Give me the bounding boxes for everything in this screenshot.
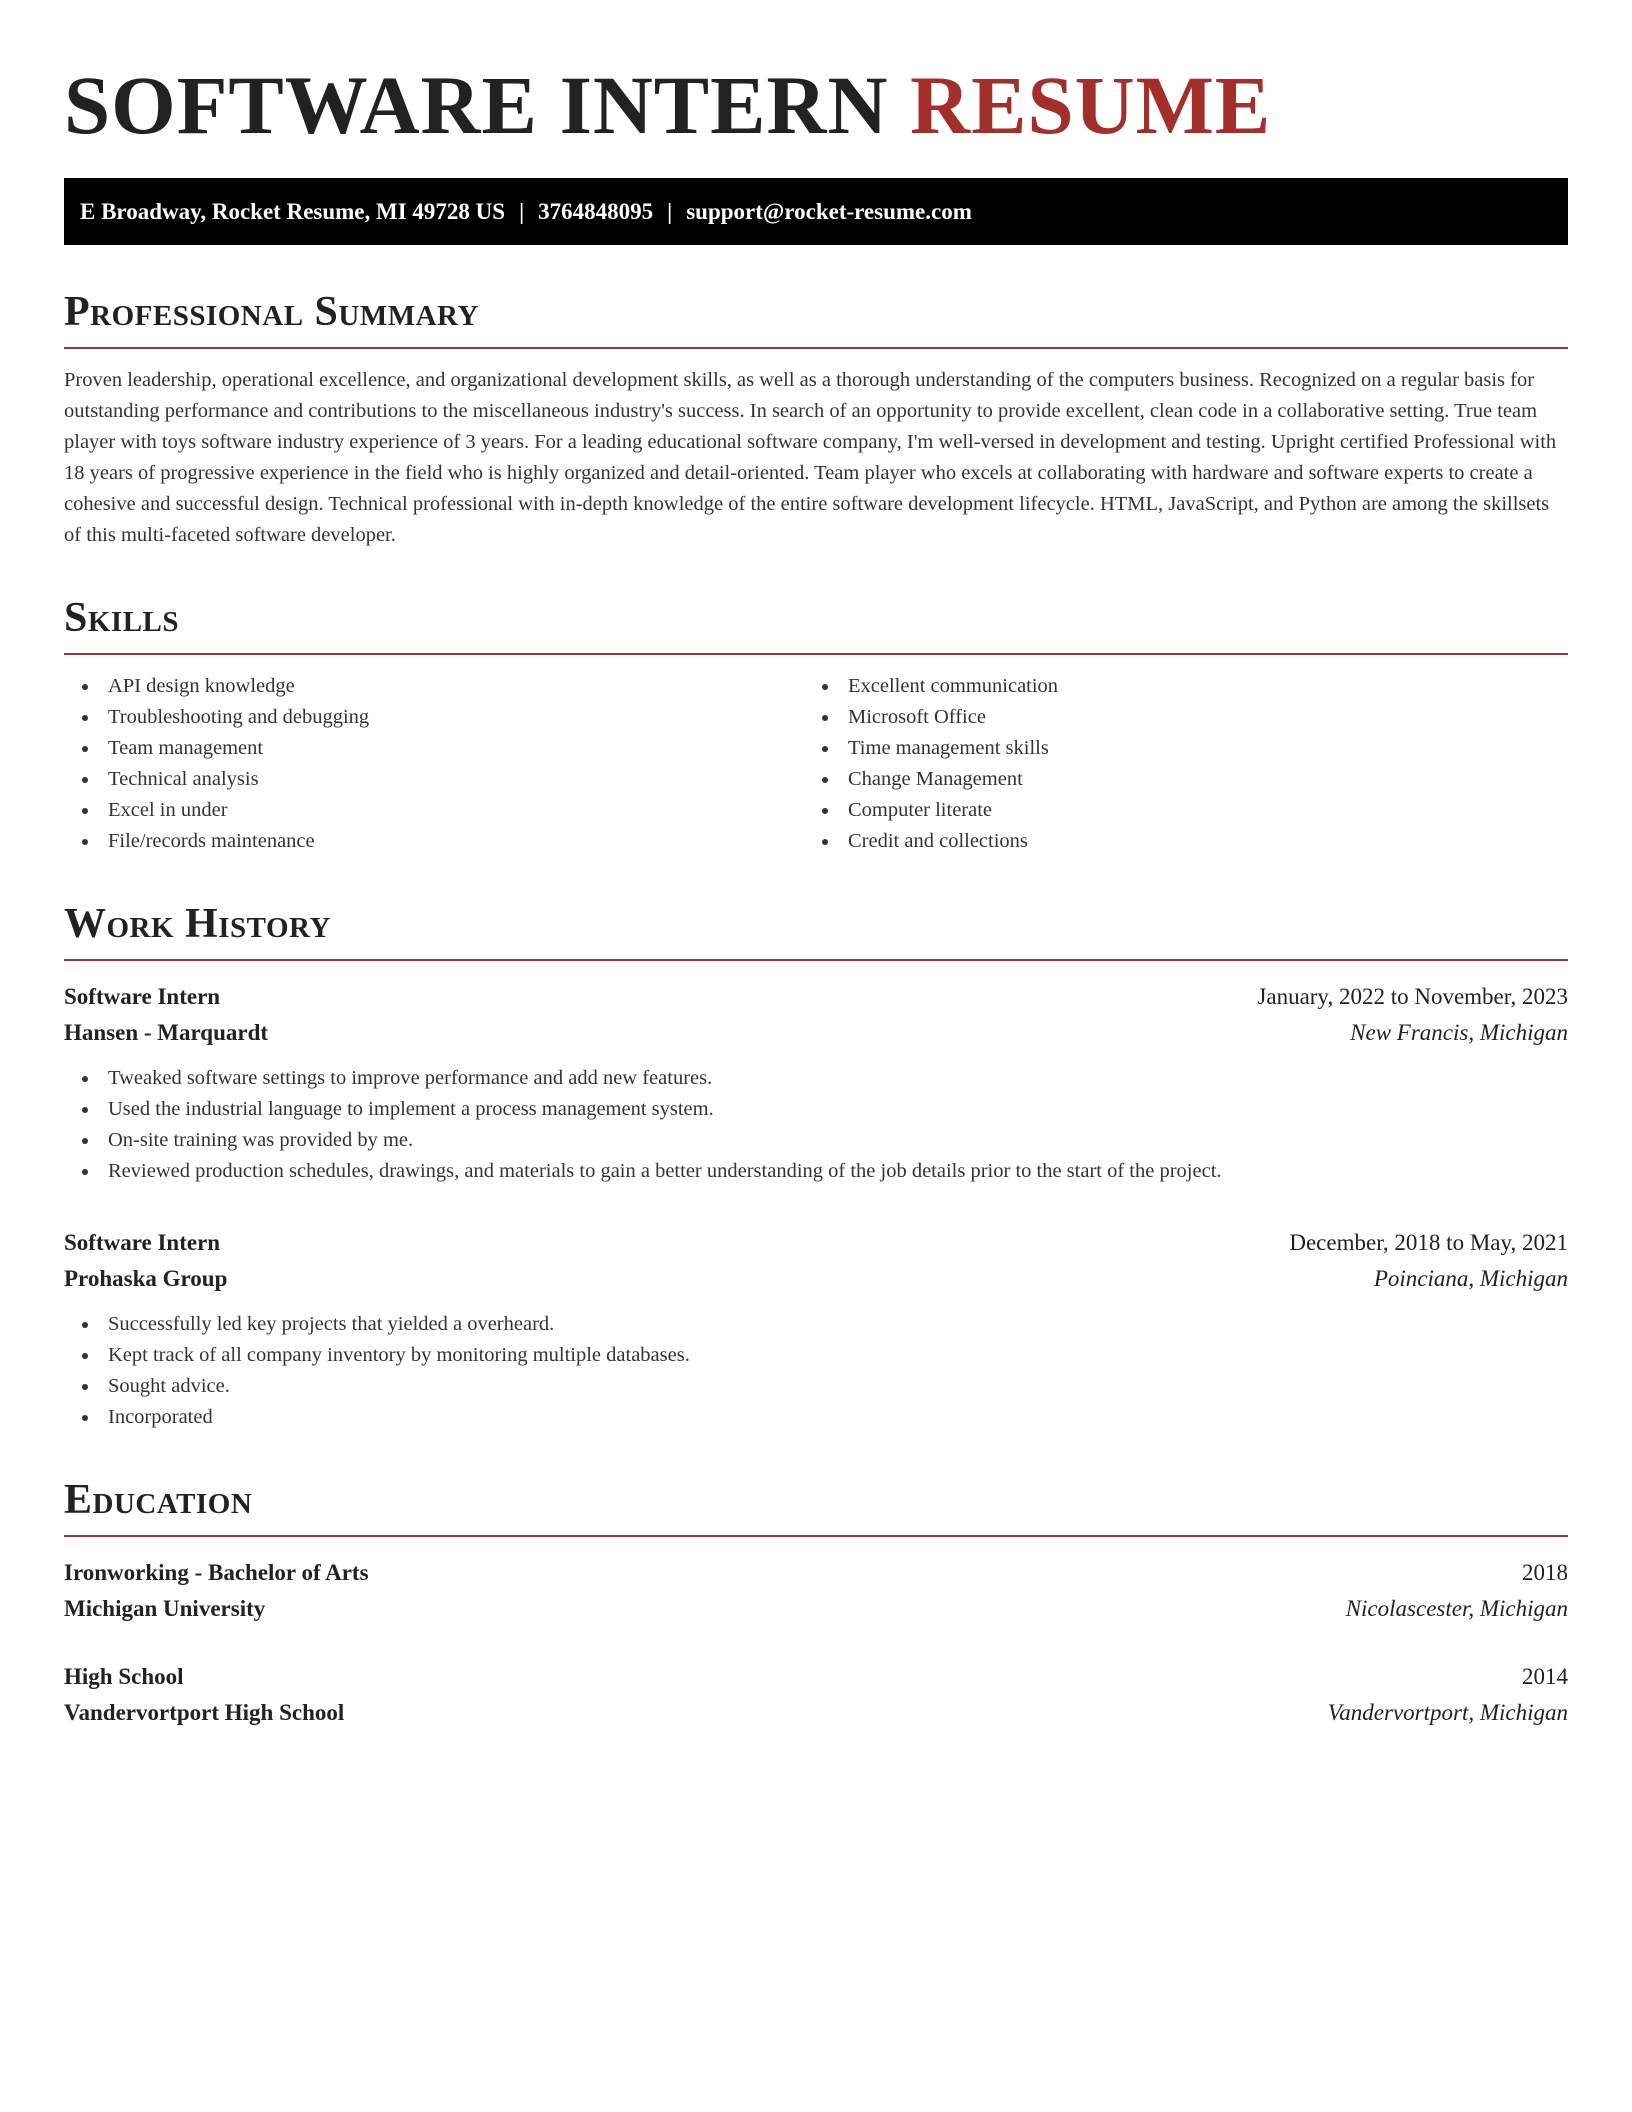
job-location: New Francis, Michigan [1350,1020,1568,1045]
summary-text: Proven leadership, operational excellence, and organizational development skills, as well as a thorough understanding of the computers business. Recognized on a regular basis for outstanding performance and contributions to the miscellaneous industry's success. In search of an opportunity to provide excellent, clean code in a collaborative setting. True team player with toys software industry experience of 3 years. For a leading educational software company, I'm well-versed in development and testing. Upright certified Professional with 18 years of progressive experience in the field who is highly organized and detail-oriented. Team player who excels at collaborating with hardware and software experts to create a cohesive and successful design. Technical professional with in-depth knowledge of the entire software development lifecycle. HTML, JavaScript, and Python are among the skillsets of this multi-faceted software developer. [64,369,1557,546]
job-bullet: Used the industrial language to implement a process management system. [64,1094,1568,1125]
education-school: Michigan University [64,1596,266,1621]
skills-section [64,597,1568,857]
job-title: Software Intern [64,984,221,1009]
skill-item: File/records maintenance [64,826,804,857]
education-year: 2014 [1522,1664,1568,1689]
education-school: Vandervortport High School [64,1700,345,1725]
job-location: Poinciana, Michigan [1373,1266,1568,1291]
job-title-row [64,979,1568,1015]
job-company: Prohaska Group [64,1266,228,1291]
skills-columns [64,671,1568,857]
skill-item: Excellent communication [804,671,1544,702]
skill-item: Change Management [804,764,1544,795]
job-dates: December, 2018 to May, 2021 [1289,1230,1568,1255]
education-degree: Ironworking - Bachelor of Arts [64,1560,369,1585]
job-bullet: Kept track of all company inventory by monitoring multiple databases. [64,1340,1568,1371]
skill-item: Technical analysis [64,764,804,795]
skill-item: Time management skills [804,733,1544,764]
job-company-row [64,1015,1568,1051]
job-bullet: Successfully led key projects that yielded a overheard. [64,1309,1568,1340]
job-company-row [64,1261,1568,1297]
skills-left-list [64,671,804,857]
education-degree-row [64,1659,1568,1695]
education-heading: Education [64,1479,1568,1537]
education-location: Vandervortport, Michigan [1327,1700,1568,1725]
education-school-row [64,1695,1568,1731]
education-year: 2018 [1522,1560,1568,1585]
skills-right-list [804,671,1544,857]
contact-bar [64,178,1568,245]
education-degree-row [64,1555,1568,1591]
education-entry [64,1659,1568,1731]
work-history-section [64,903,1568,1433]
skill-item: API design knowledge [64,671,804,702]
skill-item: Microsoft Office [804,702,1544,733]
skill-item: Troubleshooting and debugging [64,702,804,733]
education-section [64,1479,1568,1731]
resume-title [64,56,1568,158]
skill-item: Team management [64,733,804,764]
skill-item: Credit and collections [804,826,1544,857]
job-bullet: Reviewed production schedules, drawings, and materials to gain a better understanding of the job details prior to the start of the project. [64,1156,1568,1187]
contact-email: support@rocket-resume.com [686,198,972,224]
education-entry [64,1555,1568,1627]
education-degree: High School [64,1664,184,1689]
job-bullets [64,1309,1568,1433]
summary-heading: Professional Summary [64,291,1568,349]
education-school-row [64,1591,1568,1627]
education-location: Nicolascester, Michigan [1345,1596,1568,1621]
job-dates: January, 2022 to November, 2023 [1257,984,1568,1009]
job-company: Hansen - Marquardt [64,1020,269,1045]
skill-item: Computer literate [804,795,1544,826]
job-entry [64,979,1568,1187]
contact-separator: | [667,198,673,224]
resume-page [64,56,1568,1731]
skill-item: Excel in under [64,795,804,826]
job-bullet: On-site training was provided by me. [64,1125,1568,1156]
job-title: Software Intern [64,1230,221,1255]
job-bullet: Sought advice. [64,1371,1568,1402]
contact-address: E Broadway, Rocket Resume, MI 49728 US [80,198,506,224]
contact-separator: | [519,198,525,224]
skills-heading: Skills [64,597,1568,655]
summary-section [64,291,1568,551]
contact-phone: 3764848095 [538,198,654,224]
job-bullets [64,1063,1568,1187]
title-accent: RESUME [910,59,1272,151]
job-bullet: Incorporated [64,1402,1568,1433]
title-main: SOFTWARE INTERN [64,59,889,151]
job-title-row [64,1225,1568,1261]
job-entry [64,1225,1568,1433]
job-bullet: Tweaked software settings to improve performance and add new features. [64,1063,1568,1094]
work-history-heading: Work History [64,903,1568,961]
